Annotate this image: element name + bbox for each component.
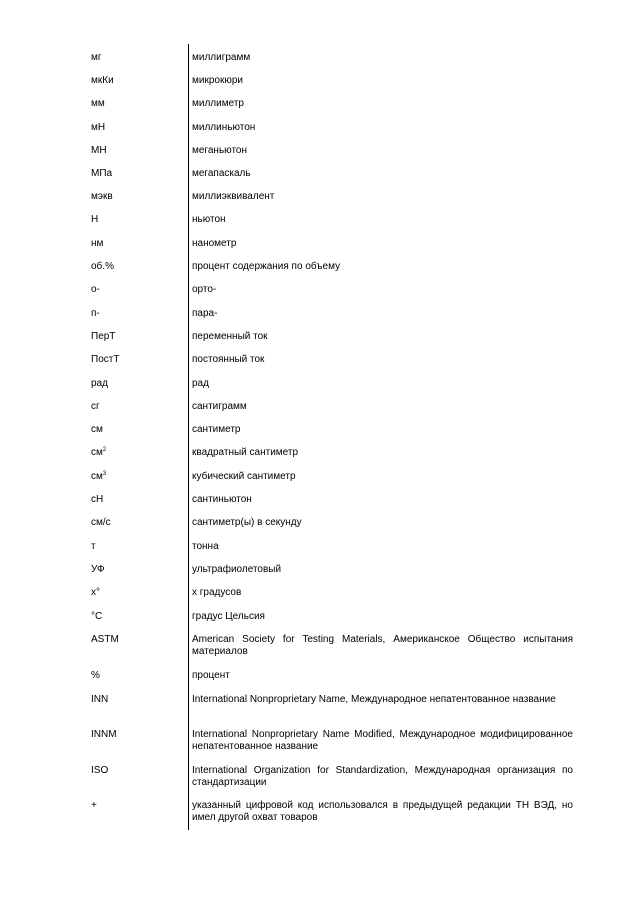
abbreviation: п-	[91, 308, 100, 319]
definition: микрокюри	[192, 75, 243, 86]
definition: International Nonproprietary Name Modified, Международное модифицированное непатентованное название	[192, 729, 573, 752]
abbreviation: МПа	[91, 168, 113, 179]
definition: тонна	[192, 541, 219, 552]
definition: x градусов	[192, 587, 242, 598]
abbreviation: мм	[91, 98, 105, 109]
abbreviation-base: см	[91, 471, 103, 482]
abbreviation: Н	[91, 214, 99, 225]
definition: указанный цифровой код использовался в предыдущей редакции ТН ВЭД, но имел другой охват товаров	[192, 800, 573, 823]
abbreviation: мг	[91, 52, 102, 63]
abbreviation: ПерТ	[91, 331, 116, 342]
definition: процент	[192, 670, 230, 681]
abbreviation	[91, 471, 106, 483]
abbreviation: см	[91, 424, 103, 435]
abbreviation: сг	[91, 401, 100, 412]
column-divider	[188, 44, 189, 830]
definition: пара-	[192, 308, 218, 319]
definition: International Organization for Standardization, Международная организация по стандартизации	[192, 765, 573, 788]
abbreviation: %	[91, 670, 100, 681]
abbreviation: INN	[91, 694, 109, 705]
abbreviation: рад	[91, 378, 108, 389]
abbreviation: x°	[91, 587, 100, 598]
definition: миллиграмм	[192, 52, 251, 63]
definition: градус Цельсия	[192, 611, 265, 622]
definition: миллиметр	[192, 98, 244, 109]
definition: кубический сантиметр	[192, 471, 296, 482]
definition: сантиграмм	[192, 401, 247, 412]
abbreviation: ПостТ	[91, 354, 120, 365]
abbreviation-base: см	[91, 447, 103, 458]
abbreviation: ASTM	[91, 634, 119, 645]
abbreviation: см/с	[91, 517, 111, 528]
definition: ньютон	[192, 214, 226, 225]
definition: квадратный сантиметр	[192, 447, 299, 458]
abbreviation: об.%	[91, 261, 114, 272]
definition: постоянный ток	[192, 354, 265, 365]
abbreviation: нм	[91, 238, 104, 249]
abbreviation: мкКи	[91, 75, 114, 86]
abbreviation: мН	[91, 122, 106, 133]
definition: процент содержания по объему	[192, 261, 341, 272]
definition: нанометр	[192, 238, 237, 249]
definition: миллиньютон	[192, 122, 256, 133]
definition: мегапаскаль	[192, 168, 251, 179]
abbreviation: о-	[91, 284, 100, 295]
definition: сантиметр	[192, 424, 241, 435]
abbreviation-superscript: 2	[102, 447, 107, 453]
abbreviation: °С	[91, 611, 103, 622]
abbreviation: INNM	[91, 729, 117, 740]
definition: миллиэквивалент	[192, 191, 275, 202]
definition: сантиньютон	[192, 494, 252, 505]
definition: сантиметр(ы) в секунду	[192, 517, 302, 528]
abbreviation: ISO	[91, 765, 109, 776]
abbreviation-superscript: 3	[102, 471, 107, 477]
abbreviation	[91, 447, 106, 459]
abbreviation: МН	[91, 145, 107, 156]
abbreviation: +	[91, 800, 97, 811]
definition: International Nonproprietary Name, Международное непатентованное название	[192, 694, 556, 705]
definition: ультрафиолетовый	[192, 564, 282, 575]
abbreviation: сН	[91, 494, 104, 505]
abbreviation: УФ	[91, 564, 105, 575]
definition: American Society for Testing Materials, Американское Общество испытания материалов	[192, 634, 573, 657]
definition: орто-	[192, 284, 217, 295]
definition: меганьютон	[192, 145, 247, 156]
abbreviation: т	[91, 541, 96, 552]
definition: рад	[192, 378, 209, 389]
definition: переменный ток	[192, 331, 268, 342]
abbreviation: мэкв	[91, 191, 113, 202]
